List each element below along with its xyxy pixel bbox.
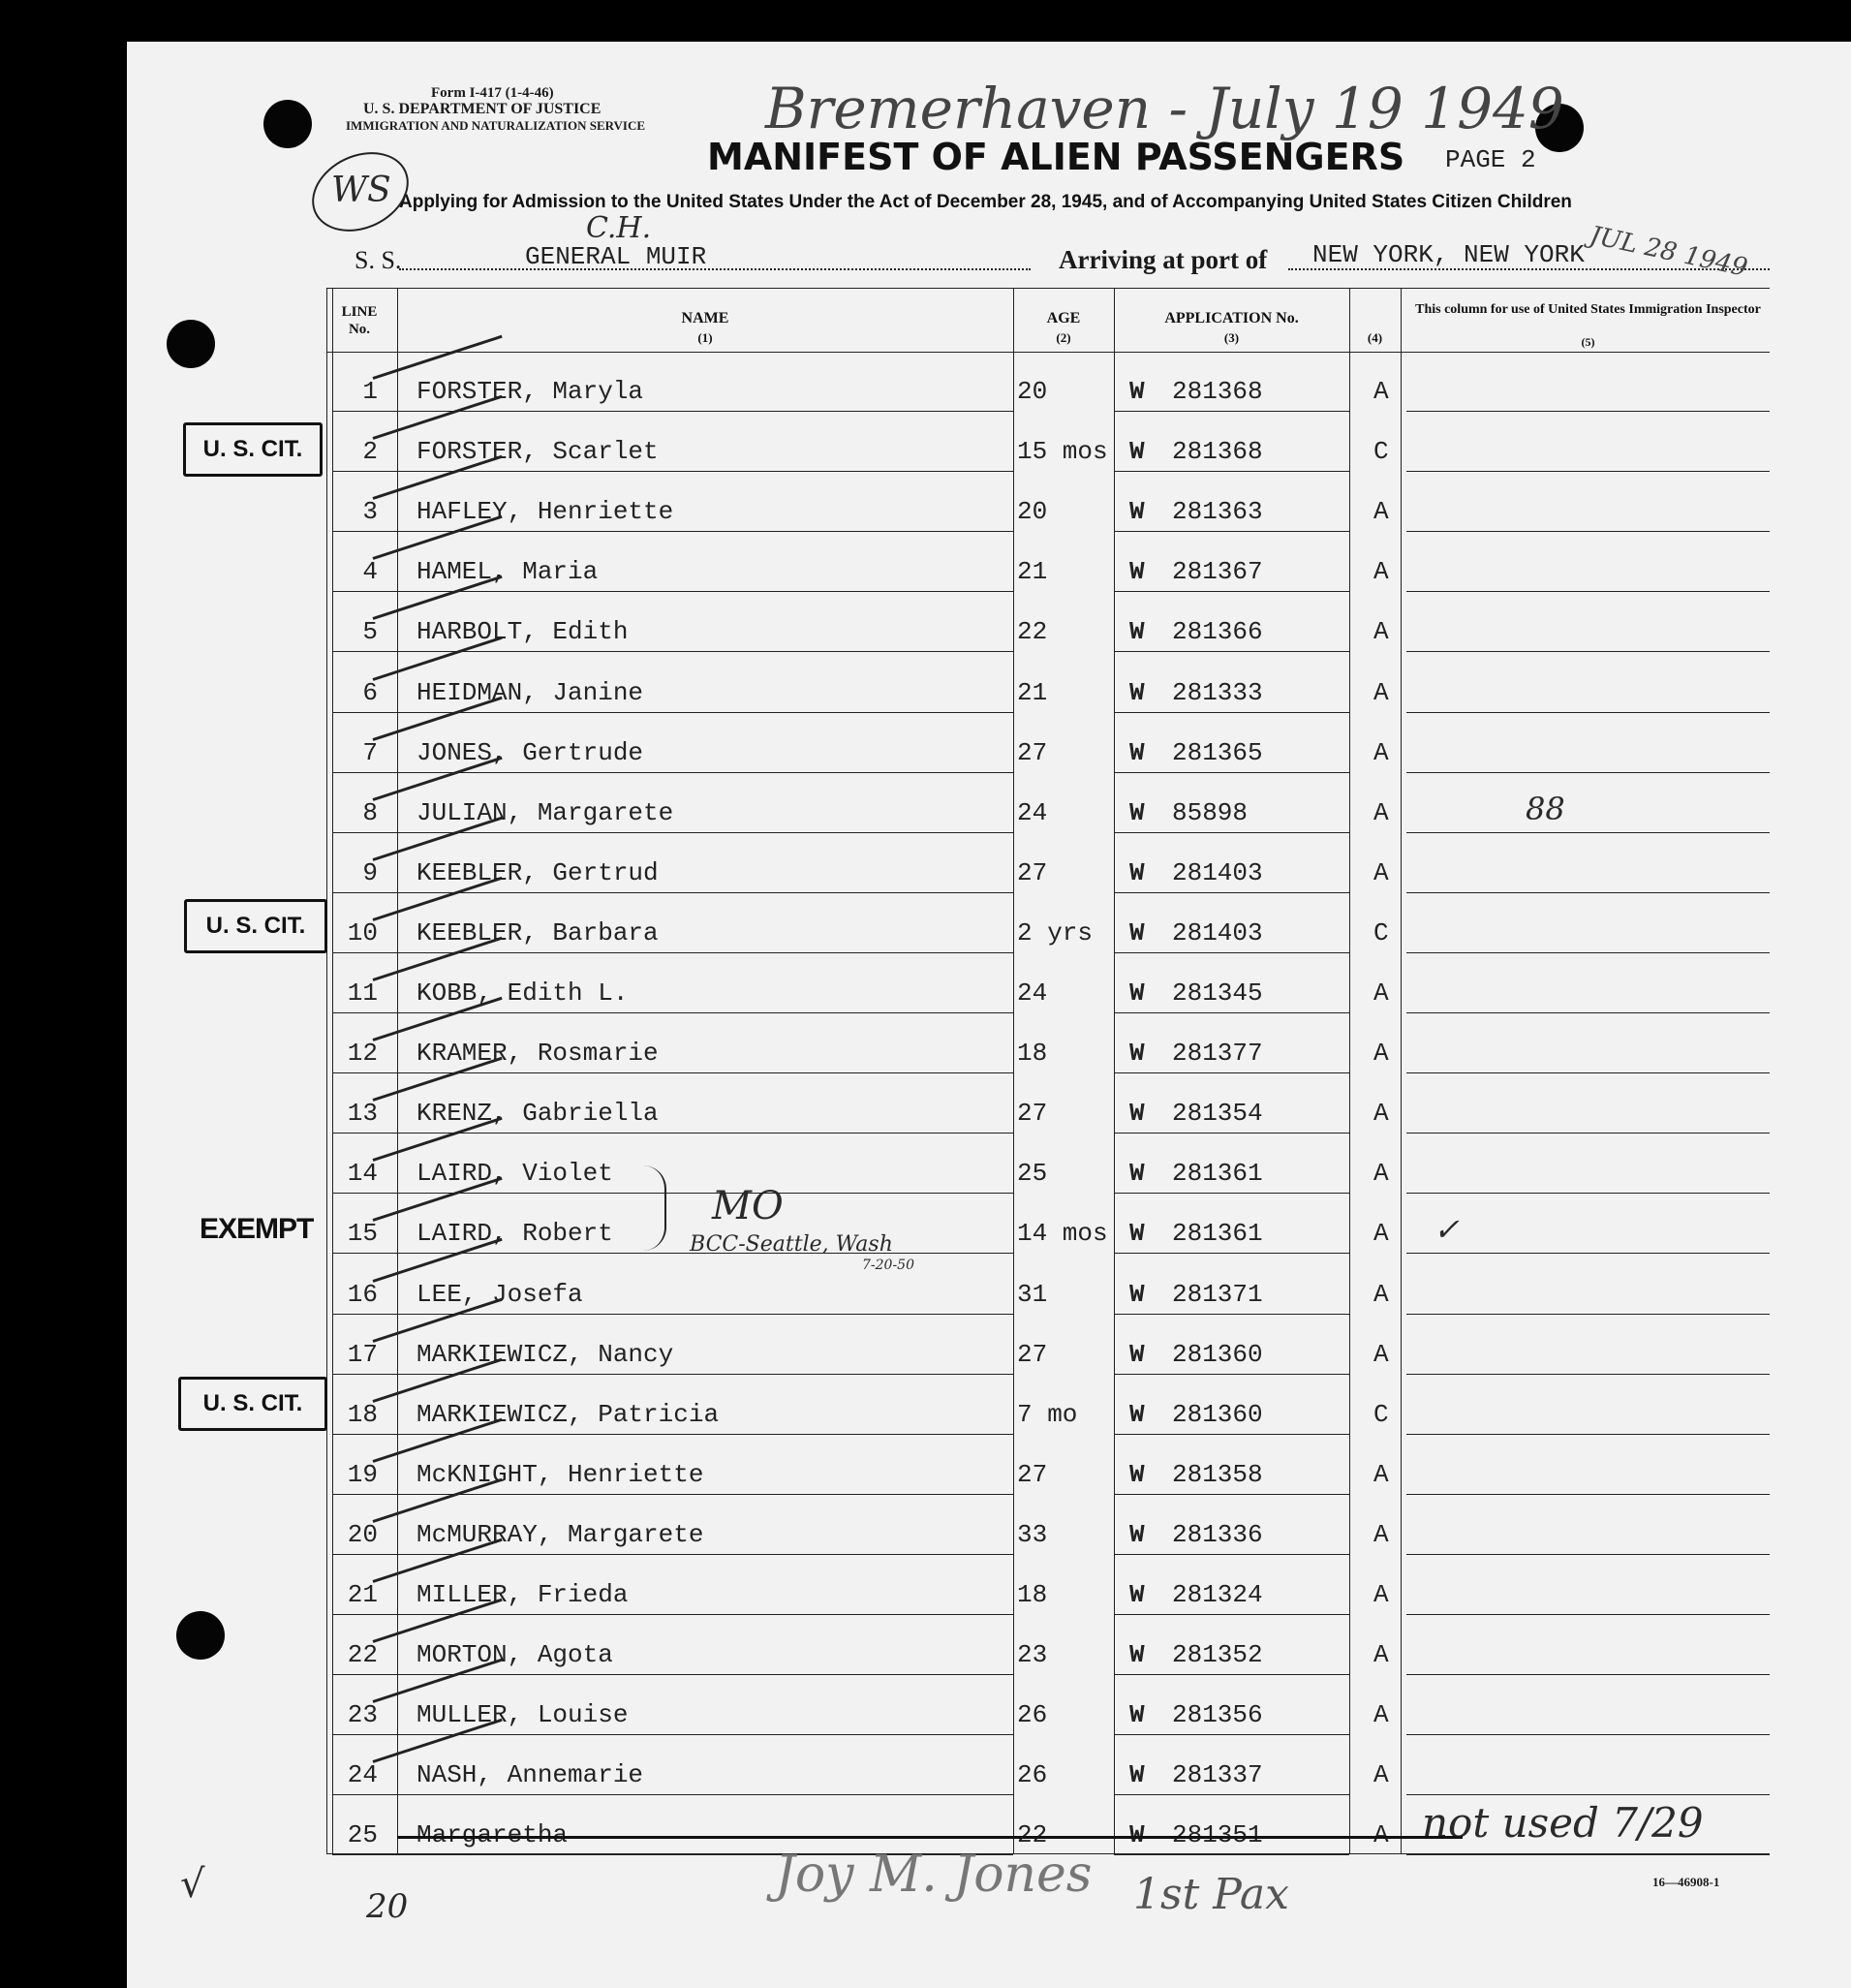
- table-row: [0, 965, 1851, 1025]
- passenger-age: 24: [1017, 978, 1048, 1008]
- row-rule: [1114, 952, 1349, 953]
- passenger-name: MARKIEWICZ, Nancy: [416, 1340, 674, 1369]
- passenger-name: MARKIEWICZ, Patricia: [416, 1400, 720, 1429]
- passenger-name: LAIRD, Robert: [416, 1219, 613, 1248]
- application-prefix: W: [1129, 1460, 1145, 1489]
- line-number: 17: [347, 1340, 378, 1369]
- punch-hole: [263, 100, 312, 148]
- row-rule: [1114, 1494, 1349, 1495]
- class-code: A: [1373, 1340, 1389, 1369]
- class-code: A: [1373, 1039, 1389, 1068]
- application-number: 281354: [1172, 1099, 1263, 1128]
- application-number: 281403: [1172, 858, 1263, 887]
- row-rule: [1114, 1072, 1349, 1073]
- row-rule: [332, 1674, 1013, 1675]
- inspector-rule: [1406, 1554, 1770, 1555]
- row-rule: [332, 1133, 1013, 1134]
- col-header-age: AGE: [1046, 310, 1081, 326]
- application-number: 281361: [1172, 1159, 1263, 1188]
- line-number: 25: [347, 1820, 378, 1849]
- application-prefix: W: [1129, 1520, 1145, 1549]
- passenger-age: 21: [1017, 557, 1048, 586]
- application-number: 281358: [1172, 1460, 1263, 1489]
- laird-note-date: 7-20-50: [862, 1258, 914, 1273]
- row-rule: [332, 1554, 1013, 1555]
- passenger-age: 18: [1017, 1580, 1048, 1609]
- row-rule: [332, 411, 1013, 412]
- row-rule: [332, 1374, 1013, 1375]
- bottom-tick: √: [180, 1862, 205, 1907]
- date-stamp: JUL 28 1949: [1587, 221, 1750, 283]
- row-rule: [1114, 1614, 1349, 1615]
- class-code: A: [1373, 738, 1389, 767]
- table-row: [0, 665, 1851, 725]
- row-rule: [1114, 1674, 1349, 1675]
- passenger-name: FORSTER, Scarlet: [416, 437, 659, 466]
- line-number: 4: [362, 557, 378, 586]
- row-rule: [1114, 531, 1349, 532]
- inspector-rule: [1406, 651, 1770, 652]
- table-row: [0, 1567, 1851, 1627]
- application-prefix: W: [1129, 1219, 1145, 1248]
- row-rule: [332, 651, 1013, 652]
- passenger-age: 25: [1017, 1159, 1048, 1188]
- class-code: A: [1373, 1280, 1389, 1309]
- application-number: 281371: [1172, 1280, 1263, 1309]
- inspector-rule: [1406, 1253, 1770, 1254]
- inspector-rule: [1406, 1133, 1770, 1134]
- inspector-rule: [1406, 1193, 1770, 1194]
- passenger-age: 20: [1017, 497, 1048, 526]
- row-rule: [332, 1794, 1013, 1795]
- row-rule: [332, 1614, 1013, 1615]
- row-rule: [332, 712, 1013, 713]
- col-header-line: LINE No.: [341, 304, 378, 337]
- form-number: 16—46908-1: [1652, 1875, 1720, 1889]
- bottom-count: 20: [366, 1887, 409, 1926]
- line-number: 5: [362, 617, 378, 646]
- table-row: [0, 544, 1851, 604]
- class-code: C: [1373, 437, 1389, 466]
- line-number: 12: [347, 1039, 378, 1068]
- row-rule: [1114, 1554, 1349, 1555]
- ss-label: S. S.: [355, 246, 402, 274]
- us-citizen-stamp: U. S. CIT.: [184, 899, 327, 953]
- row-rule: [332, 1253, 1013, 1254]
- laird-note-location: BCC-Seattle, Wash: [690, 1232, 893, 1257]
- application-number: 281360: [1172, 1340, 1263, 1369]
- row-rule: [1114, 651, 1349, 652]
- class-code: A: [1373, 1520, 1389, 1549]
- arriving-label: Arriving at port of: [1059, 245, 1268, 274]
- passenger-name: McKNIGHT, Henriette: [416, 1460, 704, 1489]
- passenger-name: McMURRAY, Margarete: [416, 1520, 704, 1549]
- row-rule: [332, 591, 1013, 592]
- table-row: [0, 604, 1851, 664]
- department: U. S. DEPARTMENT OF JUSTICE: [363, 101, 602, 117]
- line-number: 19: [347, 1460, 378, 1489]
- application-number: 281324: [1172, 1580, 1263, 1609]
- application-number: 281361: [1172, 1219, 1263, 1248]
- application-prefix: W: [1129, 1099, 1145, 1128]
- inspector-rule: [1406, 832, 1770, 833]
- class-code: A: [1373, 377, 1389, 406]
- table-row: [0, 1747, 1851, 1807]
- application-prefix: W: [1129, 377, 1145, 406]
- class-code: A: [1373, 678, 1389, 707]
- passenger-name: MILLER, Frieda: [416, 1580, 629, 1609]
- line-number: 11: [347, 978, 378, 1008]
- inspector-rule: [1406, 1494, 1770, 1495]
- line-number: 8: [362, 798, 378, 827]
- row-rule: [1114, 1133, 1349, 1134]
- passenger-name: KRAMER, Rosmarie: [416, 1039, 659, 1068]
- passenger-name: KOBB, Edith L.: [416, 978, 629, 1008]
- col-header-age-num: (2): [1056, 330, 1071, 345]
- inspector-rule: [1406, 411, 1770, 412]
- application-number: 281368: [1172, 377, 1263, 406]
- application-number: 281366: [1172, 617, 1263, 646]
- row-rule: [332, 772, 1013, 773]
- line-number: 22: [347, 1640, 378, 1669]
- class-code: A: [1373, 1640, 1389, 1669]
- application-prefix: W: [1129, 1640, 1145, 1669]
- line-number: 20: [347, 1520, 378, 1549]
- passenger-age: 7 mo: [1017, 1400, 1078, 1429]
- application-number: 281337: [1172, 1760, 1263, 1789]
- passenger-name: HAMEL, Maria: [416, 557, 599, 586]
- passenger-name: JULIAN, Margarete: [416, 798, 674, 827]
- strike-through: [397, 1836, 1463, 1839]
- application-prefix: W: [1129, 497, 1145, 526]
- passenger-name: HAFLEY, Henriette: [416, 497, 674, 526]
- class-code: A: [1373, 1099, 1389, 1128]
- inspector-note: not used 7/29: [1422, 1799, 1704, 1847]
- row-rule: [1114, 1434, 1349, 1435]
- handwritten-ws: WS: [331, 171, 391, 210]
- application-prefix: W: [1129, 858, 1145, 887]
- passenger-age: 27: [1017, 738, 1048, 767]
- page-number: PAGE 2: [1445, 145, 1536, 174]
- table-row: [0, 1085, 1851, 1145]
- application-number: 281336: [1172, 1520, 1263, 1549]
- application-prefix: W: [1129, 738, 1145, 767]
- class-code: A: [1373, 1760, 1389, 1789]
- application-prefix: W: [1129, 617, 1145, 646]
- row-rule: [332, 1494, 1013, 1495]
- passenger-age: 18: [1017, 1039, 1048, 1068]
- row-rule: [332, 1734, 1013, 1735]
- col-header-app-num: (3): [1223, 330, 1240, 345]
- row-rule: [1114, 1854, 1349, 1855]
- class-code: A: [1373, 557, 1389, 586]
- passenger-name: HARBOLT, Edith: [416, 617, 629, 646]
- line-number: 1: [362, 377, 378, 406]
- col-header-inspector: This column for use of United States Immigration Inspector: [1415, 302, 1761, 317]
- row-rule: [1114, 712, 1349, 713]
- row-rule: [332, 1193, 1013, 1194]
- application-number: 281356: [1172, 1700, 1263, 1729]
- application-number: 281352: [1172, 1640, 1263, 1669]
- laird-bracket: [643, 1165, 666, 1251]
- application-number: 281363: [1172, 497, 1263, 526]
- line-number: 15: [347, 1219, 378, 1248]
- passenger-name: KRENZ, Gabriella: [416, 1099, 659, 1128]
- line-number: 24: [347, 1760, 378, 1789]
- passenger-age: 22: [1017, 617, 1048, 646]
- passenger-name: KEEBLER, Gertrud: [416, 858, 659, 887]
- passenger-name: MORTON, Agota: [416, 1640, 613, 1669]
- class-code: C: [1373, 918, 1389, 947]
- line-number: 18: [347, 1400, 378, 1429]
- row-rule: [1114, 832, 1349, 833]
- row-rule: [1114, 892, 1349, 893]
- class-code: A: [1373, 1460, 1389, 1489]
- row-rule: [332, 1314, 1013, 1315]
- application-prefix: W: [1129, 918, 1145, 947]
- subtitle: Applying for Admission to the United States Under the Act of December 28, 1945, and of Accompanying United States Citizen Children: [399, 192, 1572, 212]
- table-row: [0, 1627, 1851, 1687]
- row-rule: [1114, 1012, 1349, 1013]
- table-row: [0, 1145, 1851, 1205]
- passenger-age: 22: [1017, 1820, 1048, 1849]
- table-row: [0, 725, 1851, 785]
- table-row: [0, 1687, 1851, 1747]
- passenger-name: LEE, Josefa: [416, 1280, 583, 1309]
- passenger-age: 27: [1017, 858, 1048, 887]
- table-row: [0, 363, 1851, 423]
- class-code: A: [1373, 1159, 1389, 1188]
- passenger-age: 31: [1017, 1280, 1048, 1309]
- inspector-note: 88: [1526, 791, 1565, 827]
- application-prefix: W: [1129, 1820, 1145, 1849]
- inspector-rule: [1406, 1434, 1770, 1435]
- class-code: C: [1373, 1400, 1389, 1429]
- form-id: Form I-417 (1-4-46): [431, 85, 554, 101]
- passenger-age: 15 mos: [1017, 437, 1108, 466]
- class-code: A: [1373, 858, 1389, 887]
- service: IMMIGRATION AND NATURALIZATION SERVICE: [346, 118, 646, 133]
- line-number: 6: [362, 678, 378, 707]
- application-prefix: W: [1129, 1400, 1145, 1429]
- table-row: [0, 1266, 1851, 1326]
- row-rule: [1114, 1734, 1349, 1735]
- handwritten-ch: C.H.: [586, 211, 652, 245]
- passenger-age: 27: [1017, 1460, 1048, 1489]
- line-number: 14: [347, 1159, 378, 1188]
- passenger-name: FORSTER, Maryla: [416, 377, 644, 406]
- application-prefix: W: [1129, 678, 1145, 707]
- application-number: 281351: [1172, 1820, 1263, 1849]
- passenger-age: 2 yrs: [1017, 918, 1094, 947]
- application-prefix: W: [1129, 1039, 1145, 1068]
- application-number: 281360: [1172, 1400, 1263, 1429]
- col-header-app: APPLICATION No.: [1164, 310, 1299, 326]
- handwritten-port-date: Bremerhaven - July 19 1949: [765, 76, 1564, 141]
- class-code: A: [1373, 1820, 1389, 1849]
- passenger-name: HEIDMAN, Janine: [416, 678, 644, 707]
- table-header-rule: [326, 352, 1770, 353]
- application-number: 281345: [1172, 978, 1263, 1008]
- row-rule: [1114, 1374, 1349, 1375]
- inspector-rule: [1406, 591, 1770, 592]
- row-rule: [1114, 1794, 1349, 1795]
- table-row: [0, 1025, 1851, 1085]
- application-number: 85898: [1172, 798, 1249, 827]
- line-number: 7: [362, 738, 378, 767]
- line-number: 13: [347, 1099, 378, 1128]
- passenger-age: 24: [1017, 798, 1048, 827]
- table-top-rule: [326, 288, 1770, 289]
- passenger-age: 21: [1017, 678, 1048, 707]
- inspector-rule: [1406, 1072, 1770, 1073]
- application-number: 281365: [1172, 738, 1263, 767]
- col-header-inspector-num: (5): [1581, 335, 1595, 349]
- application-prefix: W: [1129, 1159, 1145, 1188]
- signature: Joy M. Jones: [775, 1846, 1093, 1904]
- application-number: 281367: [1172, 557, 1263, 586]
- inspector-rule: [1406, 471, 1770, 472]
- row-rule: [332, 471, 1013, 472]
- inspector-rule: [1406, 1614, 1770, 1615]
- passenger-age: 20: [1017, 377, 1048, 406]
- col-header-name-num: (1): [697, 330, 713, 345]
- ship-dotted-line: [399, 268, 1031, 270]
- class-code: A: [1373, 497, 1389, 526]
- row-rule: [1114, 471, 1349, 472]
- line-number: 16: [347, 1280, 378, 1309]
- inspector-rule: [1406, 772, 1770, 773]
- passenger-age: 14 mos: [1017, 1219, 1108, 1248]
- row-rule: [1114, 591, 1349, 592]
- passenger-age: 26: [1017, 1700, 1048, 1729]
- class-code: A: [1373, 617, 1389, 646]
- passenger-age: 26: [1017, 1760, 1048, 1789]
- row-rule: [332, 892, 1013, 893]
- port-name: NEW YORK, NEW YORK: [1312, 240, 1585, 269]
- class-code: A: [1373, 798, 1389, 827]
- passenger-name: JONES, Gertrude: [416, 738, 644, 767]
- inspector-note: ✓: [1434, 1211, 1460, 1248]
- line-number: 23: [347, 1700, 378, 1729]
- line-number: 9: [362, 858, 378, 887]
- row-rule: [332, 1434, 1013, 1435]
- row-rule: [1114, 1253, 1349, 1254]
- passenger-name: MULLER, Louise: [416, 1700, 629, 1729]
- col-header-class-num: (4): [1367, 330, 1383, 345]
- row-rule: [332, 1012, 1013, 1013]
- passenger-name: LAIRD, Violet: [416, 1159, 613, 1188]
- inspector-rule: [1406, 1674, 1770, 1675]
- inspector-rule: [1406, 1794, 1770, 1795]
- application-number: 281333: [1172, 678, 1263, 707]
- class-code: A: [1373, 1219, 1389, 1248]
- inspector-rule: [1406, 1012, 1770, 1013]
- class-code: A: [1373, 1700, 1389, 1729]
- application-prefix: W: [1129, 978, 1145, 1008]
- passenger-age: 23: [1017, 1640, 1048, 1669]
- row-rule: [1114, 411, 1349, 412]
- row-rule: [332, 832, 1013, 833]
- passenger-age: 33: [1017, 1520, 1048, 1549]
- row-rule: [1114, 772, 1349, 773]
- exempt-stamp: EXEMPT: [200, 1213, 314, 1245]
- passenger-age: 27: [1017, 1099, 1048, 1128]
- inspector-rule: [1406, 712, 1770, 713]
- line-number: 21: [347, 1580, 378, 1609]
- passenger-name: KEEBLER, Barbara: [416, 918, 659, 947]
- inspector-rule: [1406, 892, 1770, 893]
- passenger-name: Margaretha: [416, 1820, 569, 1849]
- inspector-rule: [1406, 1374, 1770, 1375]
- inspector-rule: [1406, 1734, 1770, 1735]
- application-prefix: W: [1129, 437, 1145, 466]
- page-title: MANIFEST OF ALIEN PASSENGERS: [707, 136, 1405, 178]
- application-number: 281368: [1172, 437, 1263, 466]
- inspector-rule: [1406, 1854, 1770, 1855]
- us-citizen-stamp: U. S. CIT.: [183, 422, 323, 477]
- inspector-rule: [1406, 1314, 1770, 1315]
- application-prefix: W: [1129, 1700, 1145, 1729]
- line-number: 10: [347, 918, 378, 947]
- table-row: [0, 1446, 1851, 1507]
- line-number: 2: [362, 437, 378, 466]
- application-prefix: W: [1129, 1280, 1145, 1309]
- class-code: A: [1373, 1580, 1389, 1609]
- us-citizen-stamp: U. S. CIT.: [178, 1377, 327, 1431]
- inspector-rule: [1406, 531, 1770, 532]
- application-prefix: W: [1129, 1340, 1145, 1369]
- ship-name: GENERAL MUIR: [525, 242, 707, 271]
- table-row: [0, 483, 1851, 544]
- table-row: [0, 1507, 1851, 1567]
- punch-hole: [167, 320, 215, 368]
- row-rule: [332, 1072, 1013, 1073]
- application-prefix: W: [1129, 1760, 1145, 1789]
- bottom-pax-note: 1st Pax: [1133, 1870, 1289, 1919]
- passenger-name: NASH, Annemarie: [416, 1760, 644, 1789]
- row-rule: [1114, 1193, 1349, 1194]
- application-number: 281377: [1172, 1039, 1263, 1068]
- application-number: 281403: [1172, 918, 1263, 947]
- line-number: 3: [362, 497, 378, 526]
- col-header-name: NAME: [681, 310, 729, 326]
- passenger-age: 27: [1017, 1340, 1048, 1369]
- inspector-rule: [1406, 952, 1770, 953]
- row-rule: [332, 531, 1013, 532]
- row-rule: [332, 952, 1013, 953]
- row-rule: [1114, 1314, 1349, 1315]
- table-row: [0, 845, 1851, 905]
- laird-note: MO: [712, 1184, 784, 1228]
- application-prefix: W: [1129, 1580, 1145, 1609]
- table-row: [0, 785, 1851, 845]
- class-code: A: [1373, 978, 1389, 1008]
- application-prefix: W: [1129, 557, 1145, 586]
- application-prefix: W: [1129, 798, 1145, 827]
